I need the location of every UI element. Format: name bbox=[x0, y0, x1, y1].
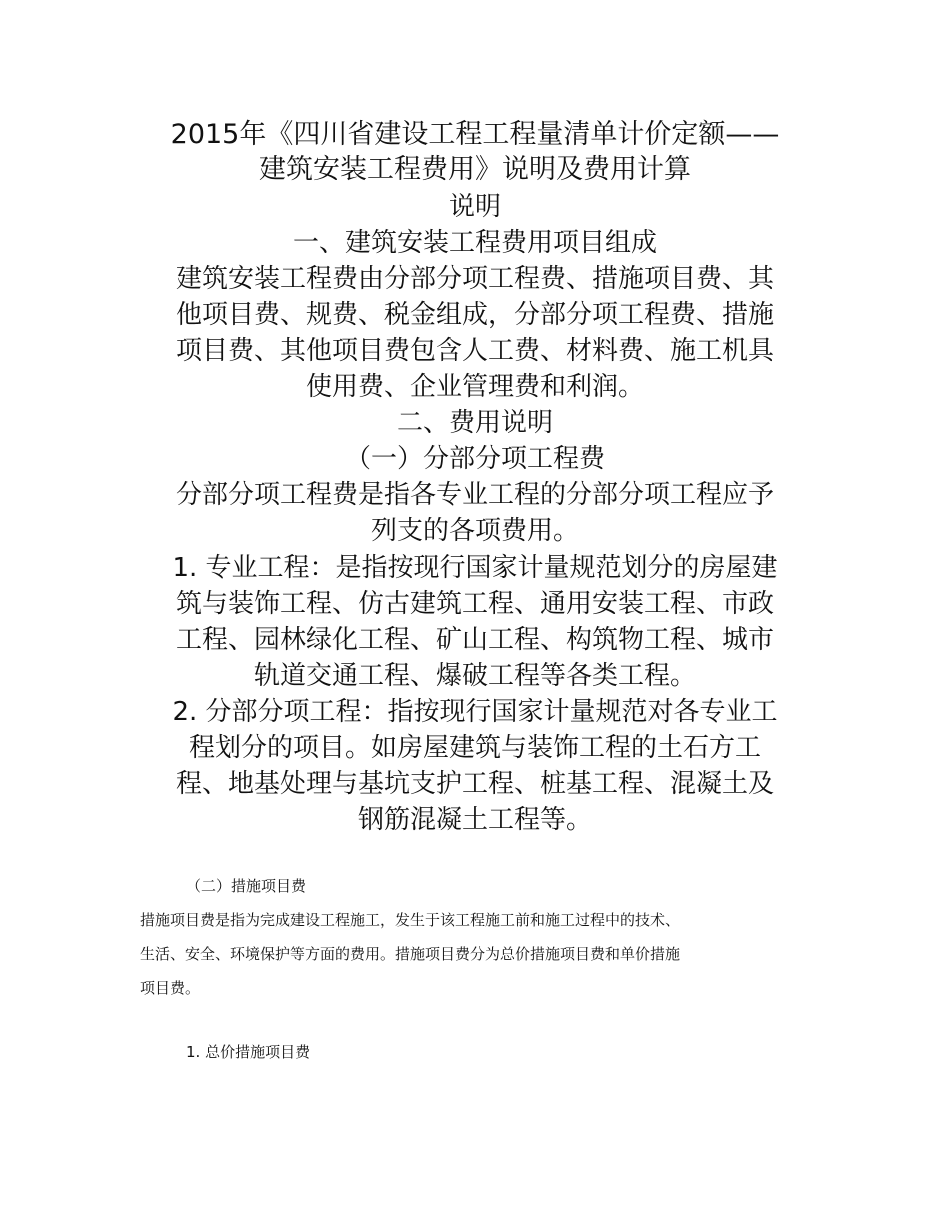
section-1-para-line: 使用费、企业管理费和利润。 bbox=[305, 372, 644, 402]
title-line-2: 建筑安装工程费用》说明及费用计算 bbox=[259, 154, 691, 185]
section-1-heading: 一、建筑安装工程费用项目组成 bbox=[292, 228, 657, 258]
section-2-heading: 二、费用说明 bbox=[396, 408, 553, 438]
item-1-para-line: 工程、园林绿化工程、矿山工程、构筑物工程、城市 bbox=[175, 625, 774, 655]
section-1-para-line: 项目费、其他项目费包含人工费、材料费、施工机具 bbox=[175, 336, 774, 366]
item-1-para-line: 筑与装饰工程、仿古建筑工程、通用安装工程、市政 bbox=[175, 589, 774, 619]
section-1-para-line: 他项目费、规费、税金组成，分部分项工程费、措施 bbox=[175, 300, 774, 330]
heading-explanation: 说明 bbox=[448, 192, 501, 222]
item-2-para-line: 2. 分部分项工程：指按现行国家计量规范对各专业工 bbox=[172, 697, 778, 727]
subsection-1-heading: （一）分部分项工程费 bbox=[344, 444, 605, 474]
subsection-2-heading: （二）措施项目费 bbox=[186, 877, 307, 895]
subsection-1-para-line: 分部分项工程费是指各专业工程的分部分项工程应予 bbox=[175, 480, 774, 510]
subsection-2-item-1-heading: 1. 总价措施项目费 bbox=[186, 1043, 311, 1061]
subsection-2-para-line: 措施项目费是指为完成建设工程施工，发生于该工程施工前和施工过程中的技术、 bbox=[140, 911, 681, 929]
item-1-para-line: 轨道交通工程、爆破工程等各类工程。 bbox=[253, 661, 696, 691]
section-1-para-line: 建筑安装工程费由分部分项工程费、措施项目费、其 bbox=[175, 264, 774, 294]
subsection-2-para-line: 项目费。 bbox=[140, 979, 201, 997]
item-1-para-line: 1. 专业工程：是指按现行国家计量规范划分的房屋建 bbox=[172, 553, 778, 583]
title-line-1: 2015年《四川省建设工程工程量清单计价定额—— bbox=[170, 119, 780, 150]
subsection-2-para-line: 生活、安全、环境保护等方面的费用。措施项目费分为总价措施项目费和单价措施 bbox=[140, 945, 681, 963]
item-2-para-line: 程划分的项目。如房屋建筑与装饰工程的土石方工 bbox=[188, 733, 761, 763]
item-2-para-line: 钢筋混凝土工程等。 bbox=[357, 805, 592, 835]
subsection-1-para-line: 列支的各项费用。 bbox=[370, 516, 579, 546]
item-2-para-line: 程、地基处理与基坑支护工程、桩基工程、混凝土及 bbox=[175, 769, 774, 799]
